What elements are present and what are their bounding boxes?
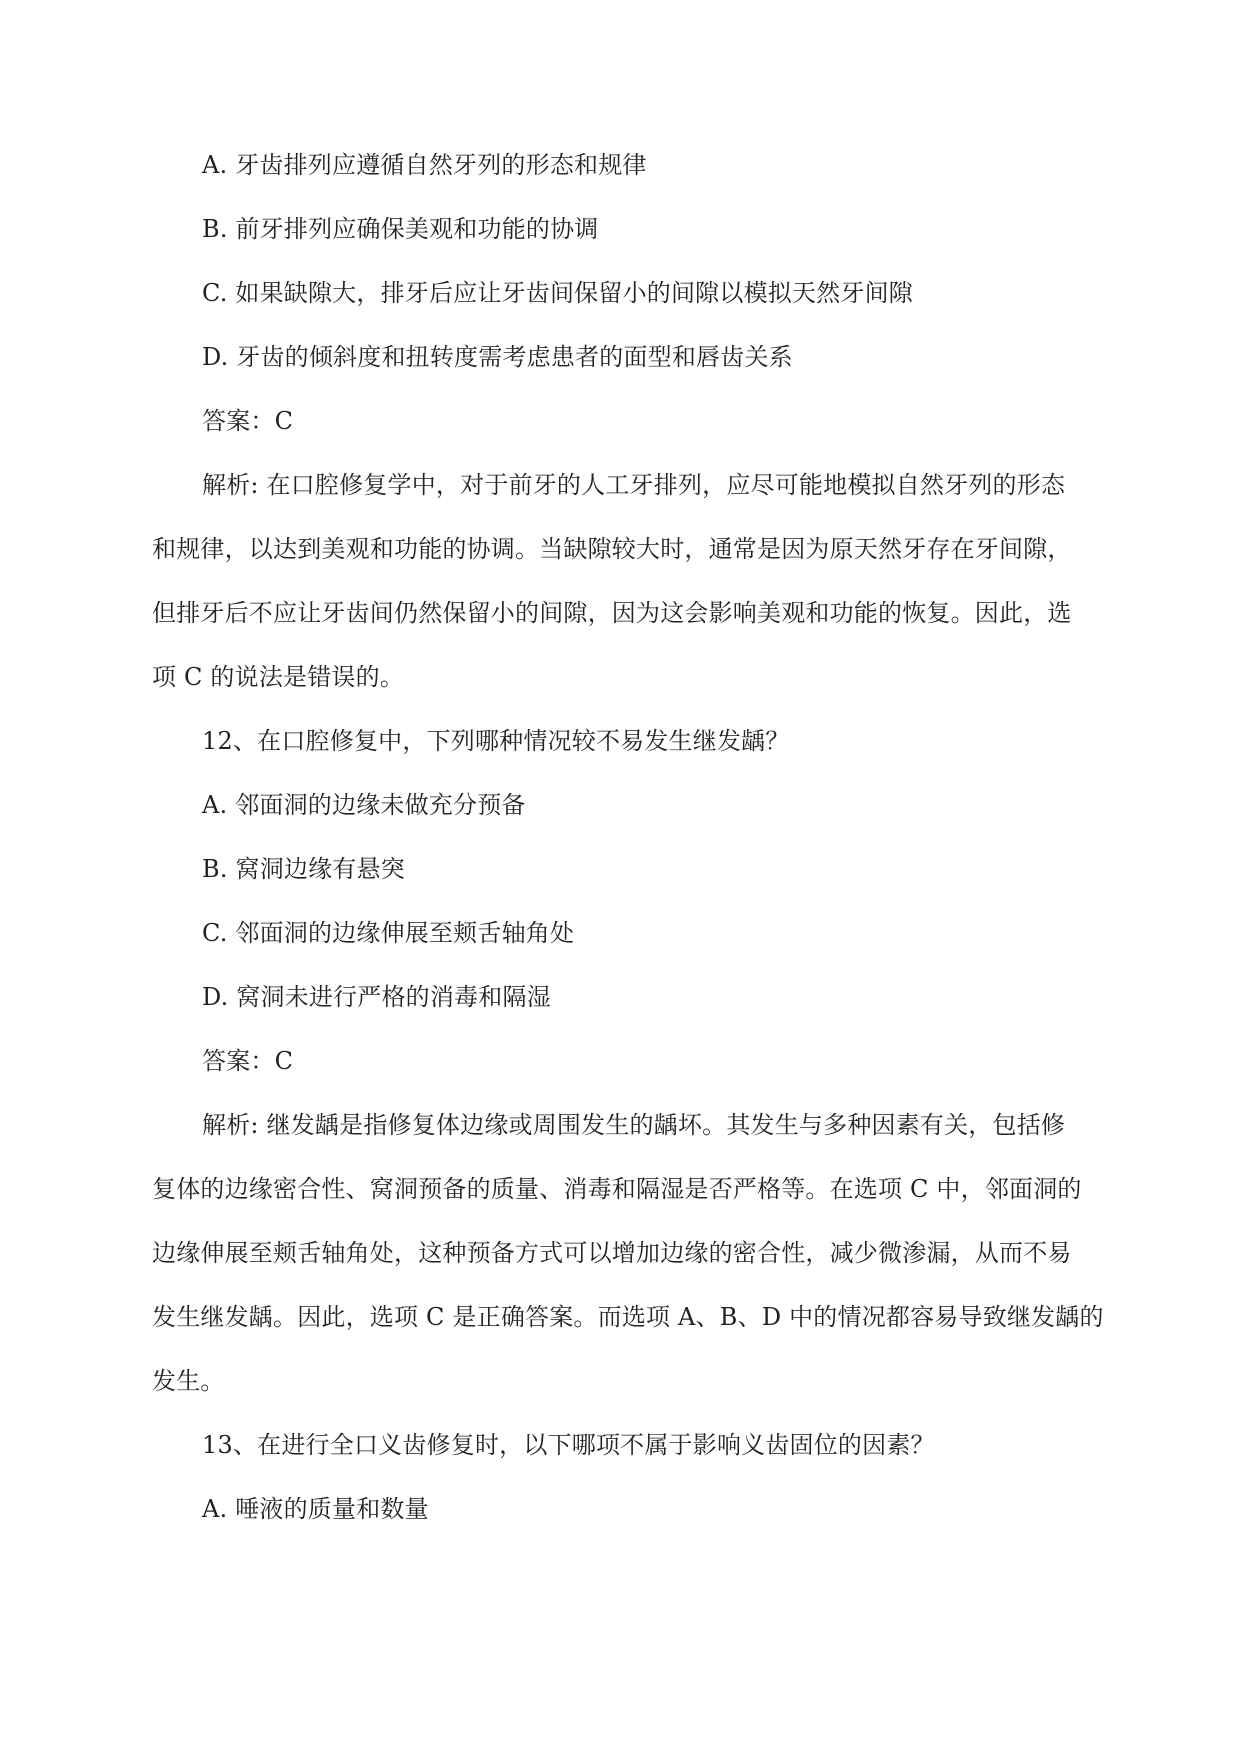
- q11-option-a: A. 牙齿排列应遵循自然牙列的形态和规律: [202, 151, 647, 179]
- q12-option-b: B. 窝洞边缘有悬突: [202, 855, 405, 883]
- q11-explanation-line: 项 C 的说法是错误的。: [152, 663, 405, 691]
- q12-explanation-line: 发生继发龋。因此，选项 C 是正确答案。而选项 A、B、D 中的情况都容易导致继发龋的: [152, 1303, 1104, 1331]
- q12-option-d: D. 窝洞未进行严格的消毒和隔湿: [202, 983, 551, 1011]
- q12-explanation-line: 边缘伸展至颊舌轴角处，这种预备方式可以增加边缘的密合性，减少微渗漏，从而不易: [152, 1239, 1072, 1267]
- q11-option-c: C. 如果缺隙大，排牙后应让牙齿间保留小的间隙以模拟天然牙间隙: [202, 279, 913, 307]
- q12-answer: 答案：C: [202, 1047, 294, 1075]
- q11-answer: 答案：C: [202, 407, 294, 435]
- q12-explanation-line: 复体的边缘密合性、窝洞预备的质量、消毒和隔湿是否严格等。在选项 C 中，邻面洞的: [152, 1175, 1082, 1203]
- q11-option-d: D. 牙齿的倾斜度和扭转度需考虑患者的面型和唇齿关系: [202, 343, 793, 371]
- q11-option-b: B. 前牙排列应确保美观和功能的协调: [202, 215, 599, 243]
- q11-explanation-line: 和规律，以达到美观和功能的协调。当缺隙较大时，通常是因为原天然牙存在牙间隙，: [152, 535, 1072, 563]
- q12-explanation-line: 解析: 继发龋是指修复体边缘或周围发生的龋坏。其发生与多种因素有关，包括修: [202, 1111, 1066, 1139]
- q11-explanation-line: 但排牙后不应让牙齿间仍然保留小的间隙，因为这会影响美观和功能的恢复。因此，选: [152, 599, 1072, 627]
- q11-explanation-line: 解析: 在口腔修复学中，对于前牙的人工牙排列，应尽可能地模拟自然牙列的形态: [202, 471, 1066, 499]
- q12-explanation-line: 发生。: [152, 1367, 225, 1395]
- q13-stem: 13、在进行全口义齿修复时，以下哪项不属于影响义齿固位的因素？: [202, 1431, 935, 1459]
- q12-option-c: C. 邻面洞的边缘伸展至颊舌轴角处: [202, 919, 575, 947]
- q12-option-a: A. 邻面洞的边缘未做充分预备: [202, 791, 526, 819]
- q12-stem: 12、在口腔修复中，下列哪种情况较不易发生继发龋？: [202, 727, 790, 755]
- q13-option-a: A. 唾液的质量和数量: [202, 1495, 429, 1523]
